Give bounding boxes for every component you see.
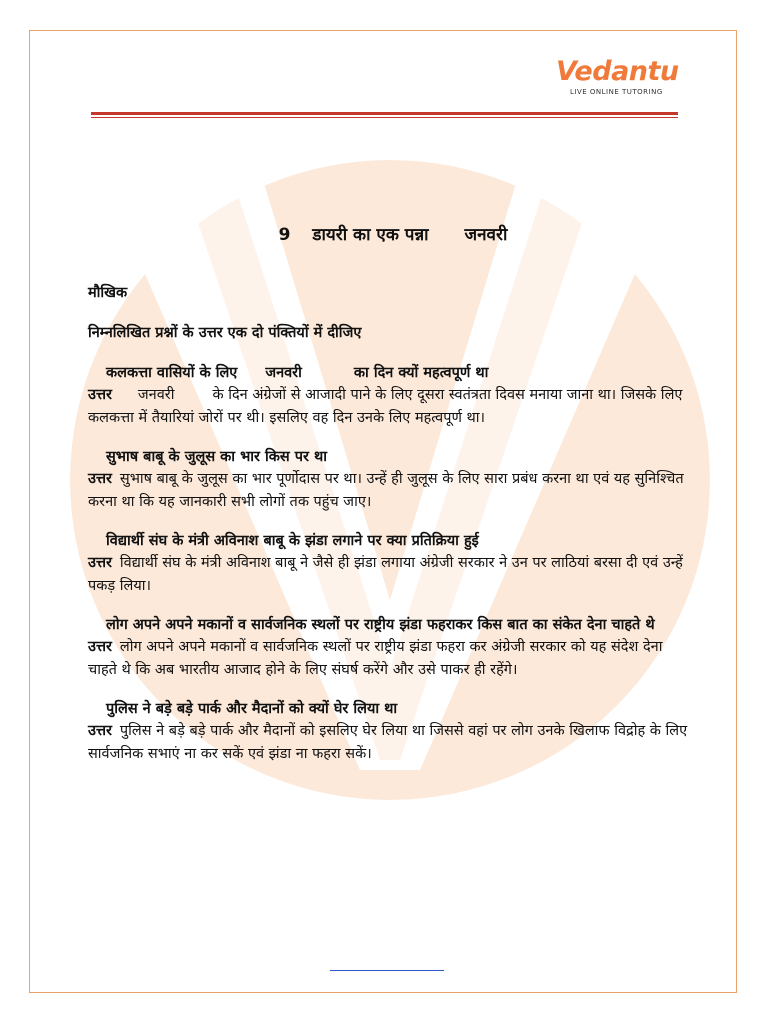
- chapter-title: [88, 222, 688, 248]
- question-1-part-3: का दिन क्यों महत्वपूर्ण था: [353, 365, 489, 381]
- answer-1-part-2: के दिन अंग्रेजों से आजादी पाने के लिए दूसरा स्वतंत्रता दिवस मनाया जाना था। जिसके लिए कलकत्ता में तैयारियां जोरों पर थी। इसलिए वह दिन उनके लिए महत्वपूर्ण था।: [88, 387, 683, 426]
- logo-wordmark: Vedantu: [556, 56, 679, 87]
- answer-label: उत्तर: [88, 471, 112, 487]
- footer-link-line[interactable]: [330, 970, 444, 971]
- answer-1-part-1: जनवरी: [137, 387, 175, 403]
- vedantu-logo[interactable]: [556, 56, 679, 96]
- chapter-name: डायरी का एक पन्ना: [312, 225, 429, 245]
- answer-1: [88, 384, 688, 430]
- header-rule-thin: [91, 117, 678, 118]
- answer-5: [88, 720, 688, 766]
- answer-label: उत्तर: [88, 639, 112, 655]
- answer-3-text: विद्यार्थी संघ के मंत्री अविनाश बाबू ने जैसे ही झंडा लगाया अंग्रेजी सरकार ने उन पर लाठियां बरसा दी एवं उन्हें पकड़ लिया।: [88, 555, 683, 594]
- section-heading: मौखिक: [88, 285, 128, 301]
- answer-4-text: लोग अपने अपने मकानों व सार्वजनिक स्थलों पर राष्ट्रीय झंडा फहरा कर अंग्रेजी सरकार को यह संदेश देना चाहते थे कि अब भारतीय आजाद होने के लिए संघर्ष करेंगे और उसे पाकर ही रहेंगे।: [88, 639, 663, 678]
- question-2: सुभाष बाबू के जुलूस का भार किस पर था: [106, 449, 328, 465]
- answer-label: उत्तर: [88, 387, 112, 403]
- answer-2: [88, 468, 688, 514]
- logo-tagline: LIVE ONLINE TUTORING: [570, 88, 663, 96]
- header-rule: [91, 112, 678, 115]
- answer-4: [88, 636, 688, 682]
- chapter-word: जनवरी: [464, 225, 508, 245]
- answer-3: [88, 552, 688, 598]
- question-1-part-1: कलकत्ता वासियों के लिए: [106, 365, 238, 381]
- answer-label: उत्तर: [88, 723, 112, 739]
- answer-5-text: पुलिस ने बड़े बड़े पार्क और मैदानों को इसलिए घेर लिया था जिससे वहां पर लोग उनके खिलाफ विद्रोह के लिए सार्वजनिक सभाएं ना कर सकें एवं झंडा ना फहरा सकें।: [88, 723, 688, 762]
- answer-label: उत्तर: [88, 555, 112, 571]
- chapter-number: 9: [278, 225, 291, 245]
- instruction-heading: निम्नलिखित प्रश्नों के उत्तर एक दो पंक्तियों में दीजिए: [88, 325, 362, 341]
- question-3: विद्यार्थी संघ के मंत्री अविनाश बाबू के झंडा लगाने पर क्या प्रतिक्रिया हुई: [106, 533, 479, 549]
- question-1-part-2: जनवरी: [265, 365, 302, 381]
- question-5: पुलिस ने बड़े बड़े पार्क और मैदानों को क्यों घेर लिया था: [106, 701, 398, 717]
- question-1: [88, 362, 688, 384]
- question-4: लोग अपने अपने मकानों व सार्वजनिक स्थलों पर राष्ट्रीय झंडा फहराकर किस बात का संकेत देना चाहते थे: [106, 617, 655, 633]
- document-body: [88, 222, 688, 782]
- answer-2-text: सुभाष बाबू के जुलूस का भार पूर्णोदास पर था। उन्हें ही जुलूस के लिए सारा प्रबंध करना था एवं यह सुनिश्चित करना था कि यह जानकारी सभी लोगों तक पहुंच जाए।: [88, 471, 684, 510]
